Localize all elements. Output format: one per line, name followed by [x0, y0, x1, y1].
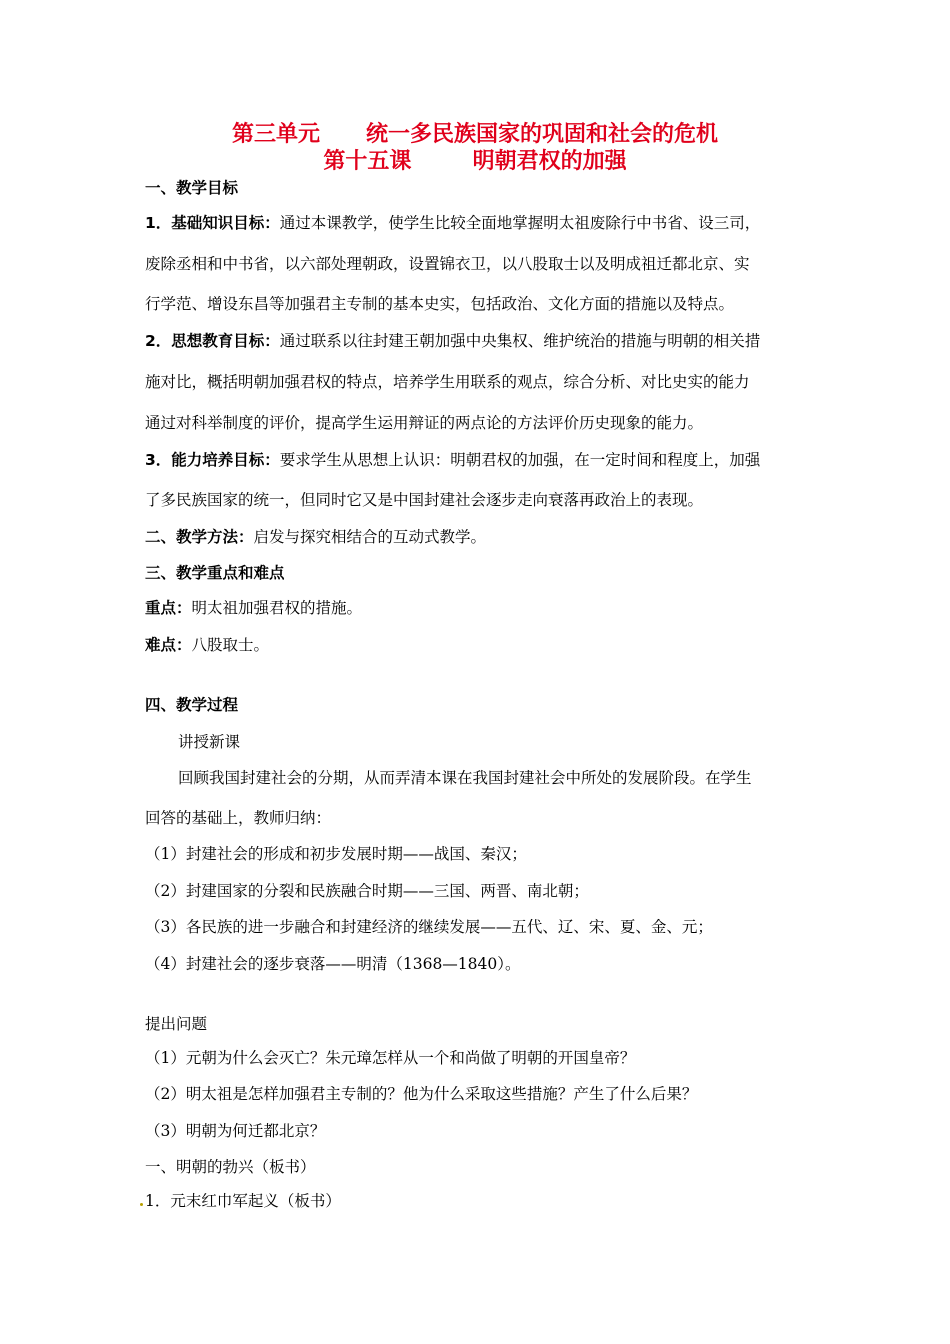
- period-item: （3）各民族的进一步融合和封建经济的继续发展——五代、辽、宋、夏、金、元；: [145, 918, 713, 936]
- board-heading-2: 1．元末红巾军起义（板书）: [145, 1192, 341, 1210]
- goal2-text1: 通过联系以往封建王朝加强中央集权、维护统治的措施与明朝的相关措: [279, 332, 761, 350]
- goal2-line2: 施对比，概括明朝加强君权的特点，培养学生用联系的观点，综合分析、对比史实的能力: [145, 373, 750, 391]
- section-heading-process: 四、教学过程: [145, 696, 239, 714]
- review-paragraph-line2: 回答的基础上，教师归纳：: [145, 809, 332, 827]
- unit-title: 第三单元 统一多民族国家的巩固和社会的危机: [232, 122, 718, 147]
- key-point-label: 重点：: [145, 599, 192, 617]
- question-item: （3）明朝为何迁都北京？: [145, 1122, 326, 1140]
- period-item: （2）封建国家的分裂和民族融合时期——三国、两晋、南北朝；: [145, 882, 589, 900]
- goal3-text1: 要求学生从思想上认识：明朝君权的加强，在一定时间和程度上，加强: [279, 451, 761, 469]
- goal1-text1: 通过本课教学，使学生比较全面地掌握明太祖废除行中书省、设三司，: [279, 214, 761, 232]
- goal2-line1: [145, 330, 760, 352]
- goal1-label: 1．基础知识目标：: [145, 214, 280, 232]
- goal1-line3: 行学范、增设东昌等加强君主专制的基本史实，包括政治、文化方面的措施以及特点。: [145, 295, 735, 313]
- difficulty-label: 难点：: [145, 636, 192, 654]
- goal3-line2: 了多民族国家的统一，但同时它又是中国封建社会逐步走向衰落再政治上的表现。: [145, 491, 704, 509]
- key-point-text: 明太祖加强君权的措施。: [191, 599, 363, 617]
- key-point-line: [145, 597, 362, 619]
- board-heading-1: 一、明朝的勃兴（板书）: [145, 1158, 316, 1176]
- difficulty-line: [145, 634, 269, 656]
- subheading-questions: 提出问题: [145, 1015, 208, 1033]
- question-item: （1）元朝为什么会灭亡？朱元璋怎样从一个和尚做了明朝的开国皇帝？: [145, 1049, 636, 1067]
- goal2-line3: 通过对科举制度的评价，提高学生运用辩证的两点论的方法评价历史现象的能力。: [145, 414, 704, 432]
- goal1-line1: [145, 212, 760, 234]
- methods-text: 启发与探究相结合的互动式教学。: [253, 528, 487, 546]
- goal1-line2: 废除丞相和中书省，以六部处理朝政，设置锦衣卫，以八股取士以及明成祖迁都北京、实: [145, 255, 750, 273]
- methods-line: [145, 526, 486, 548]
- difficulty-text: 八股取士。: [191, 636, 270, 654]
- goal3-label: 3．能力培养目标：: [145, 451, 280, 469]
- period-item: （4）封建社会的逐步衰落——明清（1368—1840）。: [145, 955, 521, 973]
- section-heading-focus: 三、教学重点和难点: [145, 564, 285, 582]
- subheading-new-lesson: 讲授新课: [178, 733, 241, 751]
- stray-mark: [140, 1203, 143, 1206]
- period-item: （1）封建社会的形成和初步发展时期——战国、秦汉；: [145, 845, 527, 863]
- goal2-label: 2．思想教育目标：: [145, 332, 280, 350]
- section-heading-goals: 一、教学目标: [145, 179, 239, 197]
- lesson-title: 第十五课 明朝君权的加强: [323, 149, 627, 174]
- goal3-line1: [145, 449, 760, 471]
- section-heading-methods: 二、教学方法：: [145, 528, 254, 546]
- review-paragraph-line1: 回顾我国封建社会的分期，从而弄清本课在我国封建社会中所处的发展阶段。在学生: [178, 769, 752, 787]
- question-item: （2）明太祖是怎样加强君主专制的？他为什么采取这些措施？产生了什么后果？: [145, 1085, 698, 1103]
